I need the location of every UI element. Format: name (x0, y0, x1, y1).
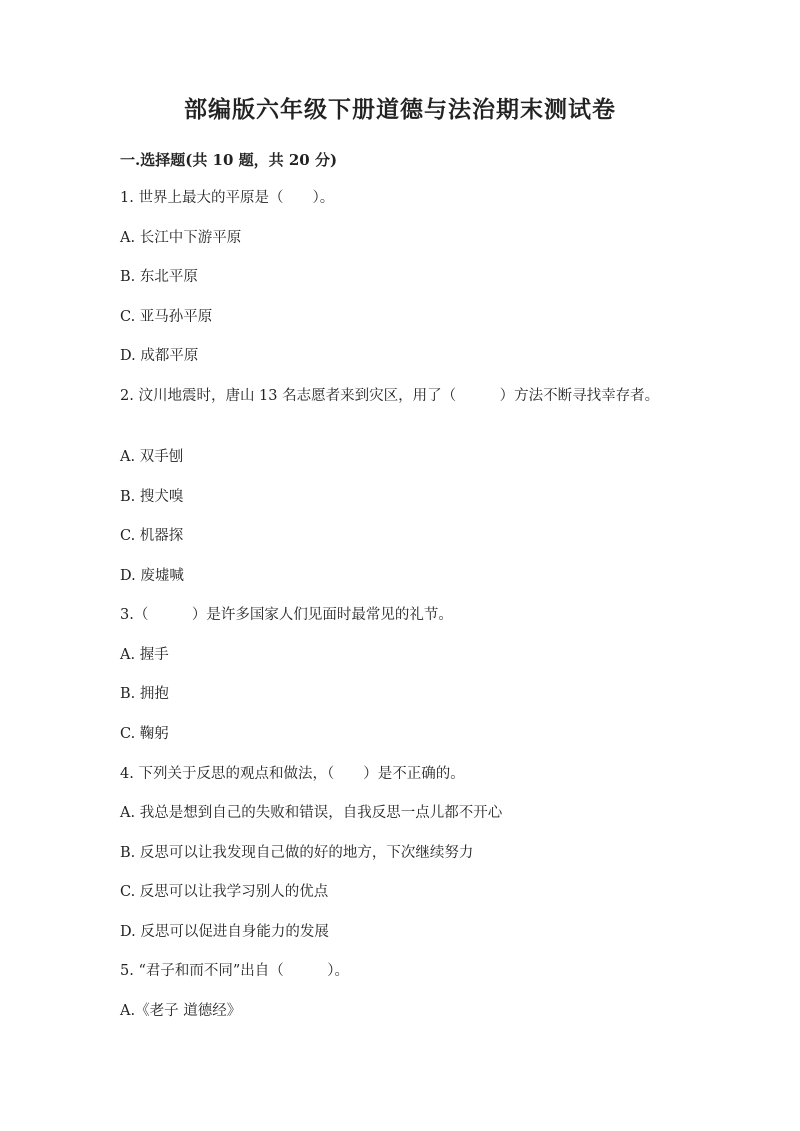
question-2-option-a: A. 双手刨 (120, 449, 184, 465)
question-3-stem: 3.（ ）是许多国家人们见面时最常见的礼节。 (120, 607, 453, 623)
question-1-stem: 1. 世界上最大的平原是（ ）。 (120, 190, 335, 206)
question-1-option-a: A. 长江中下游平原 (120, 230, 242, 246)
question-1-option-c: C. 亚马孙平原 (120, 309, 213, 325)
question-2-option-b: B. 搜犬嗅 (120, 489, 184, 505)
question-4-option-a: A. 我总是想到自己的失败和错误，自我反思一点儿都不开心 (120, 805, 503, 821)
question-4-stem: 4. 下列关于反思的观点和做法，（ ）是不正确的。 (120, 766, 465, 782)
page-title: 部编版六年级下册道德与法治期末测试卷 (184, 96, 616, 123)
question-2-option-d: D. 废墟喊 (120, 568, 184, 584)
section-heading: 一.选择题(共 10 题，共 20 分) (120, 151, 338, 169)
question-4-option-b: B. 反思可以让我发现自己做的好的地方，下次继续努力 (120, 845, 474, 861)
question-2-option-c: C. 机器探 (120, 528, 184, 544)
question-5-option-a: A.《老子 道德经》 (120, 1003, 242, 1019)
question-3-option-a: A. 握手 (120, 647, 169, 663)
question-1-option-b: B. 东北平原 (120, 269, 198, 285)
question-3-option-b: B. 拥抱 (120, 686, 169, 702)
question-4-option-d: D. 反思可以促进自身能力的发展 (120, 924, 329, 940)
question-4-option-c: C. 反思可以让我学习别人的优点 (120, 884, 329, 900)
question-2-stem: 2. 汶川地震时，唐山 13 名志愿者来到灾区，用了（ ）方法不断寻找幸存者。 (120, 388, 660, 404)
question-5-stem: 5. “君子和而不同”出自（ ）。 (120, 963, 350, 979)
question-3-option-c: C. 鞠躬 (120, 726, 169, 742)
question-1-option-d: D. 成都平原 (120, 348, 199, 364)
